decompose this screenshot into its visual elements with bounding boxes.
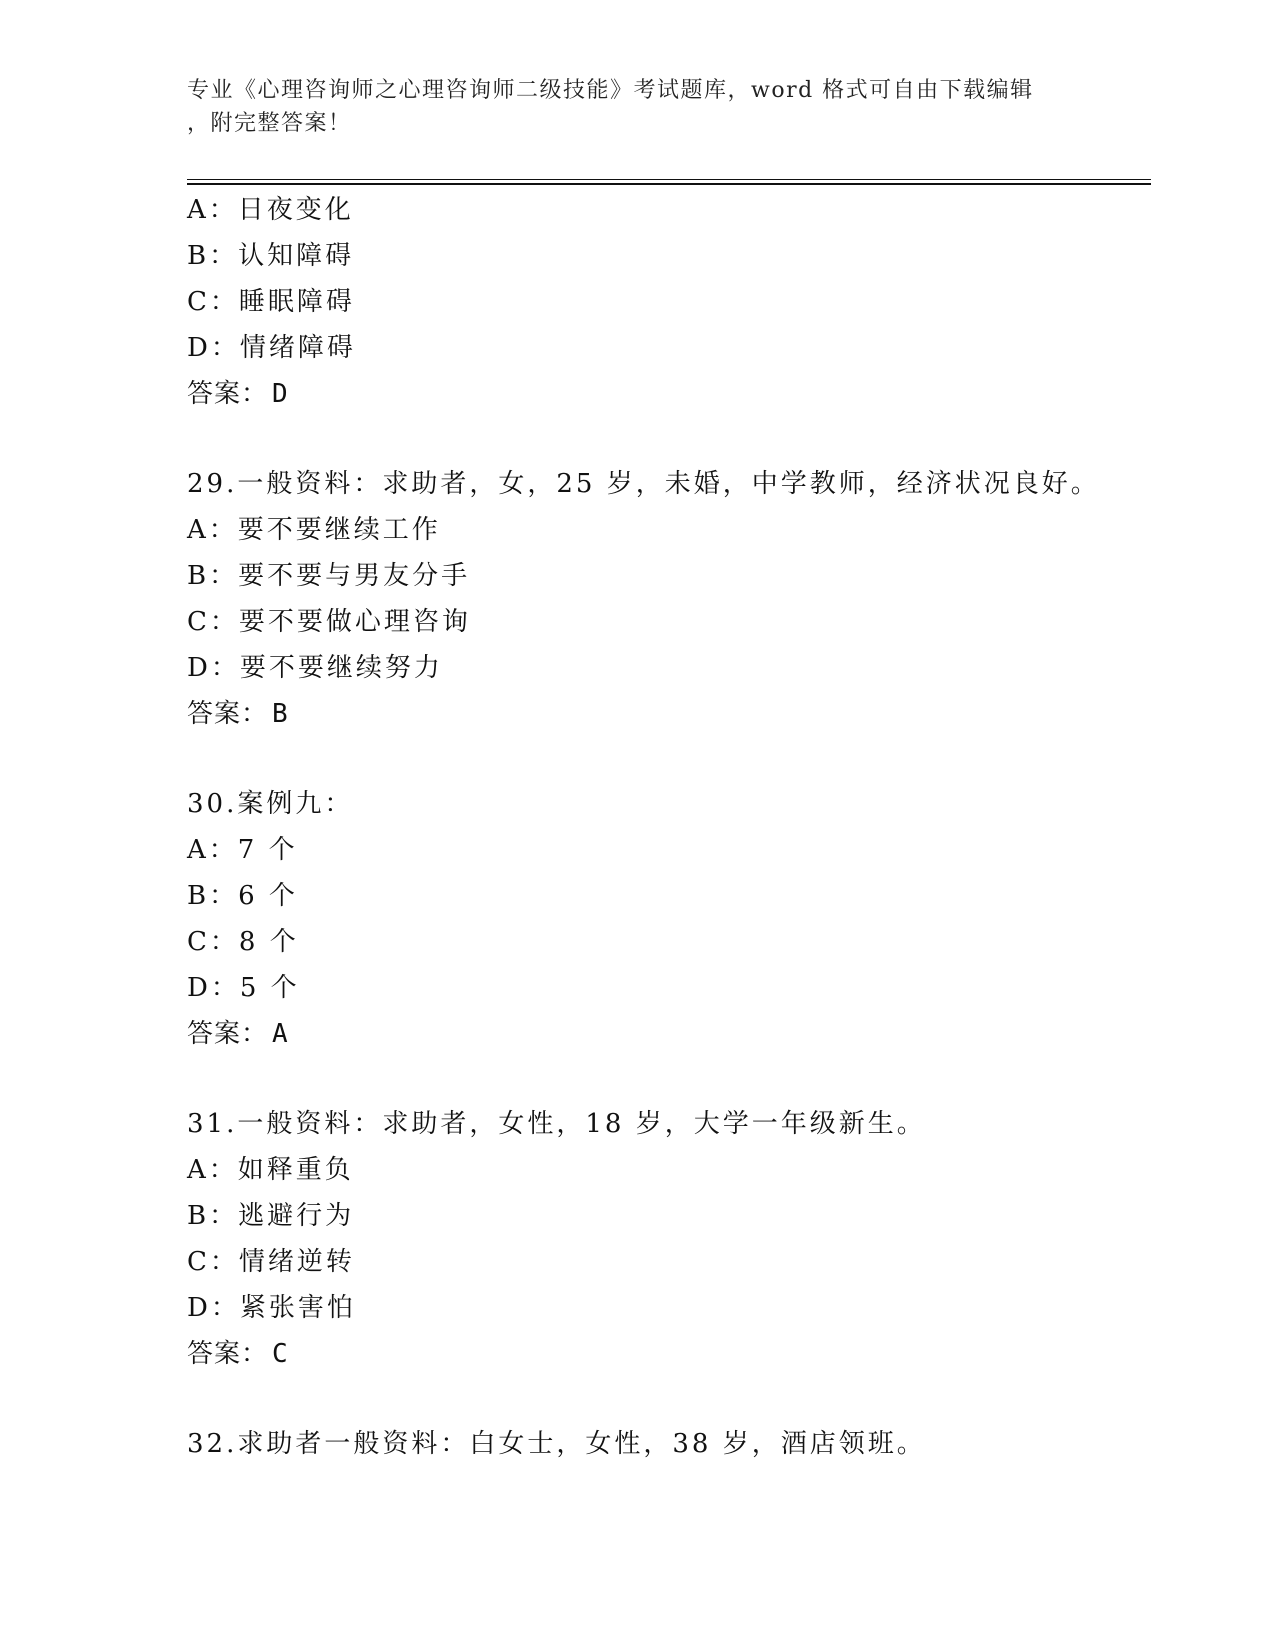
option-a: A：要不要继续工作 <box>187 515 441 545</box>
answer-label: 答案： <box>187 379 269 409</box>
header-rule-thin <box>187 179 1151 180</box>
option-a: A：日夜变化 <box>187 195 354 225</box>
answer-label: 答案： <box>187 699 269 729</box>
option-c: C：情绪逆转 <box>187 1247 355 1277</box>
option-b: B：要不要与男友分手 <box>187 561 471 591</box>
option-c: C：8 个 <box>187 927 299 957</box>
spacer <box>187 1377 1147 1421</box>
header-rule-thick <box>187 183 1151 185</box>
answer-value: C <box>272 1339 289 1369</box>
option-c: C：睡眠障碍 <box>187 287 355 317</box>
answer-value: B <box>272 699 289 729</box>
answer-line <box>187 1011 1147 1057</box>
option-a: A：7 个 <box>187 835 298 865</box>
answer-label: 答案： <box>187 1019 269 1049</box>
answer-line <box>187 691 1147 737</box>
question-block-32 <box>187 1421 1147 1467</box>
option-b: B：认知障碍 <box>187 241 355 271</box>
answer-value: D <box>272 379 289 409</box>
question-block-31 <box>187 1101 1147 1377</box>
question-list <box>187 187 1147 1467</box>
question-text: 32.求助者一般资料：白女士，女性，38 岁，酒店领班。 <box>187 1429 926 1459</box>
option-a: A：如释重负 <box>187 1155 354 1185</box>
option-c: C：要不要做心理咨询 <box>187 607 471 637</box>
option-b: B：逃避行为 <box>187 1201 355 1231</box>
question-text: 31.一般资料：求助者，女性，18 岁，大学一年级新生。 <box>187 1109 926 1139</box>
question-block-29 <box>187 461 1147 737</box>
spacer <box>187 417 1147 461</box>
header-line-1: 专业《心理咨询师之心理咨询师二级技能》考试题库，word 格式可自由下载编辑 <box>187 78 1034 103</box>
question-block-30 <box>187 781 1147 1057</box>
option-d: D：要不要继续努力 <box>187 653 443 683</box>
option-d: D：紧张害怕 <box>187 1293 356 1323</box>
question-text: 29.一般资料：求助者，女，25 岁，未婚，中学教师，经济状况良好。 <box>187 469 1100 499</box>
option-d: D：情绪障碍 <box>187 333 356 363</box>
spacer <box>187 737 1147 781</box>
answer-value: A <box>272 1019 289 1049</box>
answer-label: 答案： <box>187 1339 269 1369</box>
option-d: D：5 个 <box>187 973 300 1003</box>
answer-line <box>187 371 1147 417</box>
document-header <box>187 74 1087 140</box>
header-line-2: ，附完整答案！ <box>187 111 352 136</box>
question-block-28 <box>187 187 1147 417</box>
spacer <box>187 1057 1147 1101</box>
option-b: B：6 个 <box>187 881 298 911</box>
question-text: 30.案例九： <box>187 789 354 819</box>
answer-line <box>187 1331 1147 1377</box>
